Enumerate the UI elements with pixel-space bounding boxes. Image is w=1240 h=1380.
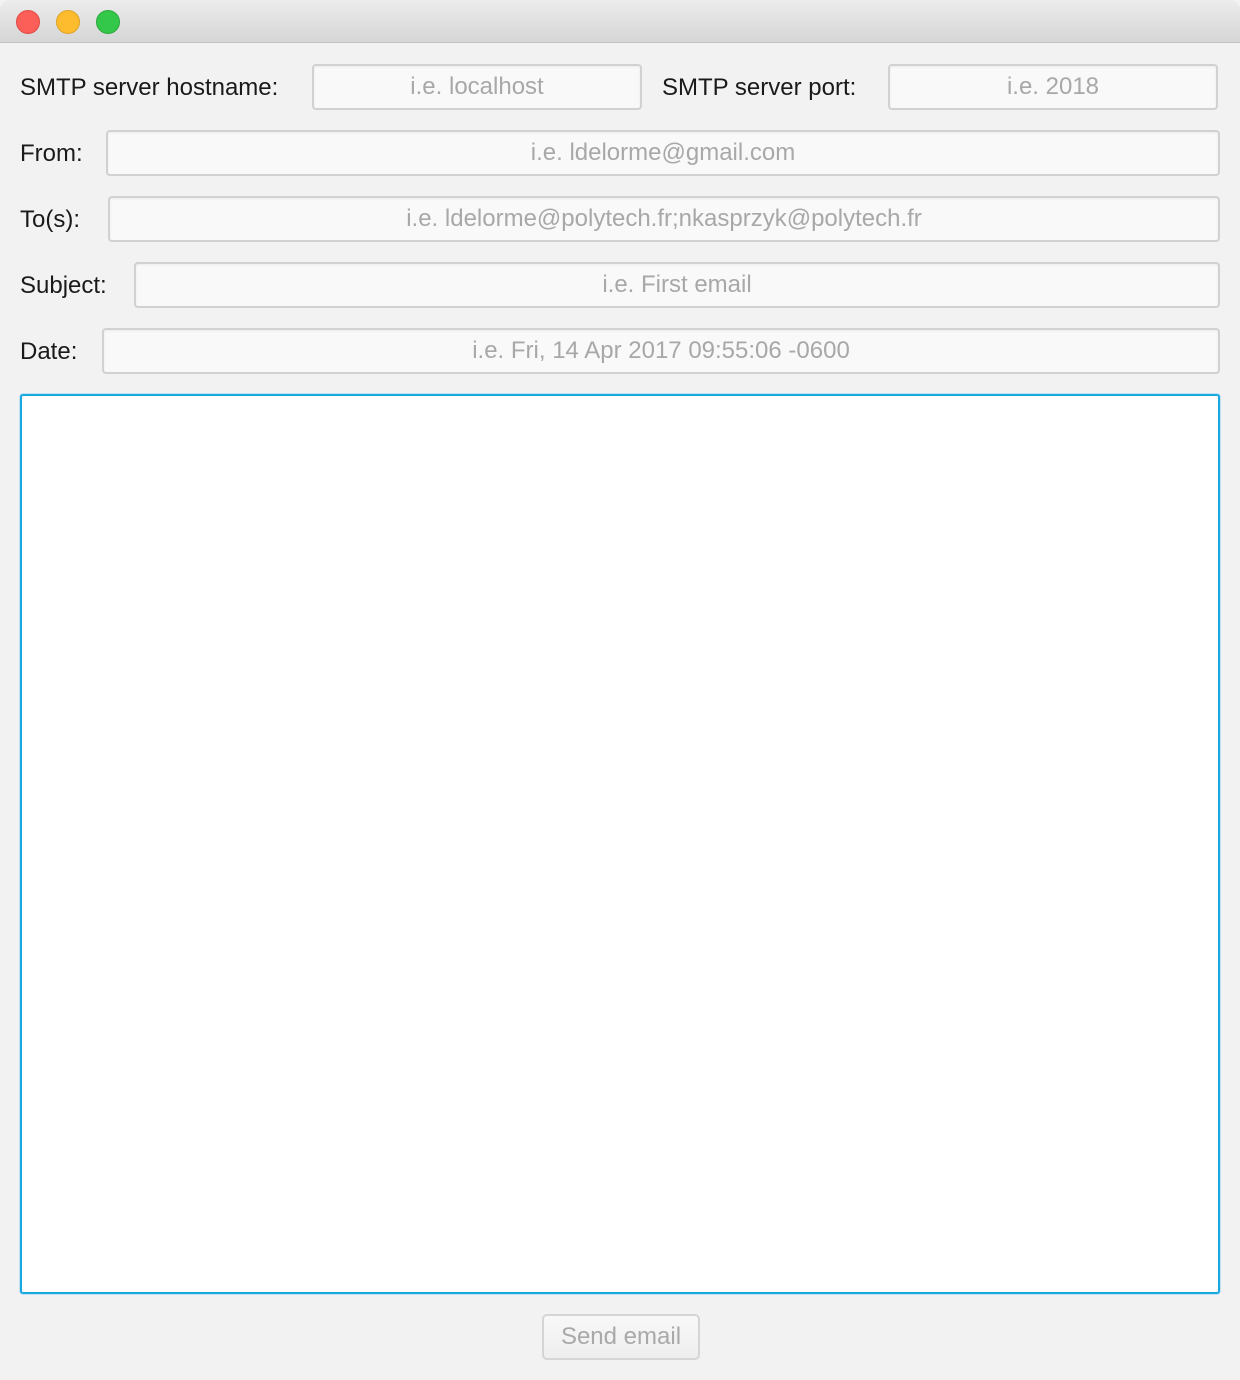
port-label: SMTP server port: bbox=[662, 74, 857, 101]
date-label: Date: bbox=[20, 338, 78, 365]
message-body-textarea[interactable] bbox=[20, 394, 1220, 1294]
port-input[interactable]: i.e. 2018 bbox=[888, 64, 1218, 110]
from-input[interactable]: i.e. ldelorme@gmail.com bbox=[106, 130, 1220, 176]
minimize-window-icon[interactable] bbox=[56, 10, 80, 34]
hostname-input[interactable]: i.e. localhost bbox=[312, 64, 642, 110]
subject-input[interactable]: i.e. First email bbox=[134, 262, 1220, 308]
hostname-label: SMTP server hostname: bbox=[20, 74, 279, 101]
date-input[interactable]: i.e. Fri, 14 Apr 2017 09:55:06 -0600 bbox=[102, 328, 1220, 374]
close-window-icon[interactable] bbox=[16, 10, 40, 34]
to-label: To(s): bbox=[20, 206, 80, 233]
from-label: From: bbox=[20, 140, 83, 167]
send-email-button[interactable]: Send email bbox=[542, 1314, 700, 1360]
subject-label: Subject: bbox=[20, 272, 107, 299]
zoom-window-icon[interactable] bbox=[96, 10, 120, 34]
title-bar[interactable] bbox=[0, 0, 1240, 43]
to-input[interactable]: i.e. ldelorme@polytech.fr;nkasprzyk@polytech.fr bbox=[108, 196, 1220, 242]
